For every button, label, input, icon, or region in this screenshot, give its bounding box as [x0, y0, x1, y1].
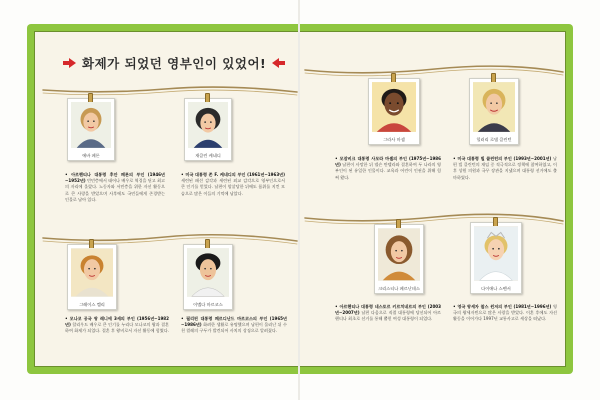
portrait-illustration [187, 248, 229, 297]
woman-portrait-icon [378, 228, 420, 281]
description-text: 남편이 사망한 뒤 넬슨 만델라와 결혼하여 두 나라의 영부인이 된 유일한 인물이다. 교육과 어린이 인권을 위해 힘써 왔다. [335, 162, 441, 180]
portrait-caption: 그라사 마셸 [383, 137, 405, 142]
description-text: 남편 다음으로 직접 대통령에 당선되어 아르헨티나 최초로 선거를 통해 뽑힌 여성 대통령이 되었다. [335, 310, 441, 322]
woman-portrait-icon [187, 248, 229, 297]
content-panel [34, 31, 566, 367]
portrait-description [453, 304, 557, 323]
portrait-illustration [71, 248, 113, 297]
portrait-description [181, 172, 285, 197]
description-text: 빈민층에서 태어나 배우로 역경을 딛고 최고의 자리에 올랐다. 노동자와 서민층을 위한 자선 활동으로 큰 사랑을 받았으며 사후에도 국민들에게 존경받는 인물로 남아 있다. [65, 178, 165, 202]
woman-portrait-icon [473, 82, 515, 132]
description-lead: • 미국 대통령 빌 클린턴의 부인 (1993년~2001년) [453, 156, 552, 161]
portrait-photo [374, 224, 424, 294]
description-lead: • 아르헨티나 대통령 후안 페론의 부인 (1946년~1952년) [65, 172, 165, 184]
portrait-illustration [378, 228, 420, 281]
portrait-caption: 힐러리 로댐 클린턴 [476, 137, 512, 142]
portrait-photo [67, 98, 115, 161]
description-lead: • 필리핀 대통령 페르디난드 마르코스의 부인 (1965년~1986년) [181, 316, 287, 328]
portrait-caption: 에바 페론 [82, 153, 100, 158]
page-title: 화제가 되었던 영부인이 있었어! [82, 56, 267, 71]
portrait-illustration [71, 102, 111, 148]
portrait-photo [368, 78, 420, 145]
portrait-illustration [474, 226, 518, 281]
woman-portrait-icon [71, 102, 111, 148]
description-text: 영국의 왕세자빈으로 많은 사랑을 받았다. 이혼 후에도 자선 활동을 이어가다 1997년 교통사고로 세상을 떠났다. [453, 304, 557, 322]
portrait-caption: 재클린 케네디 [195, 153, 221, 158]
portrait-photo [67, 244, 117, 310]
description-lead: • 모잠비크 대통령 사모라 마셸의 부인 (1975년~1986년) [335, 156, 441, 168]
portrait-caption: 이멜다 마르코스 [193, 302, 223, 307]
portrait-illustration [372, 82, 416, 132]
description-lead: • 모나코 공국 왕 레니에 3세의 부인 (1956년~1982년) [65, 316, 169, 328]
description-text: 할리우드 배우로 큰 인기를 누리다 모나코의 왕과 결혼하여 화제가 되었다. 결혼 후 왕비로서 자선 활동에 힘썼다. [65, 322, 169, 334]
woman-portrait-icon [71, 248, 113, 297]
portrait-illustration [188, 102, 228, 148]
description-lead: • 미국 대통령 존 F. 케네디의 부인 (1961년~1963년) [181, 172, 285, 177]
portrait-caption: 그레이스 켈리 [79, 302, 105, 307]
portrait-description [335, 156, 441, 181]
portrait-photo [469, 78, 519, 145]
portrait-illustration [473, 82, 515, 132]
portrait-description [65, 172, 165, 203]
portrait-caption: 다이애나 스펜서 [481, 286, 511, 291]
portrait-photo [183, 244, 233, 310]
portrait-photo [470, 222, 522, 294]
description-text: 화려한 생활로 유명했으며 남편이 물러난 뒤 수천 켤레의 구두가 발견되어 사치의 상징으로 알려졌다. [181, 322, 287, 334]
description-text: 남편 빌 클린턴의 재임 중 적극적으로 정책에 참여하였고, 이후 상원 의원과 국무 장관을 지냈으며 대통령 선거에도 출마하였다. [453, 156, 557, 180]
woman-portrait-icon [188, 102, 228, 148]
description-lead: • 아르헨티나 대통령 네스토르 키르치네르의 부인 (2003년~2007년) [335, 304, 441, 316]
green-frame [27, 24, 573, 374]
description-text: 세련된 패션 감각과 세련된 외교 감각으로 영부인으로서 큰 인기를 얻었다. 남편이 암살당한 뒤에도 품위를 지킨 모습으로 많은 이들의 기억에 남았다. [181, 178, 285, 196]
portrait-caption: 크리스티나 페르난데스 [378, 286, 420, 291]
description-lead: • 영국 왕세자 찰스 윈저의 부인 (1981년~1996년) [453, 304, 552, 309]
portrait-description [335, 304, 441, 323]
portrait-description [65, 316, 169, 335]
portrait-description [181, 316, 287, 335]
portrait-description [453, 156, 557, 181]
woman-portrait-icon [474, 226, 518, 281]
portrait-photo [184, 98, 232, 161]
woman-portrait-icon [372, 82, 416, 132]
